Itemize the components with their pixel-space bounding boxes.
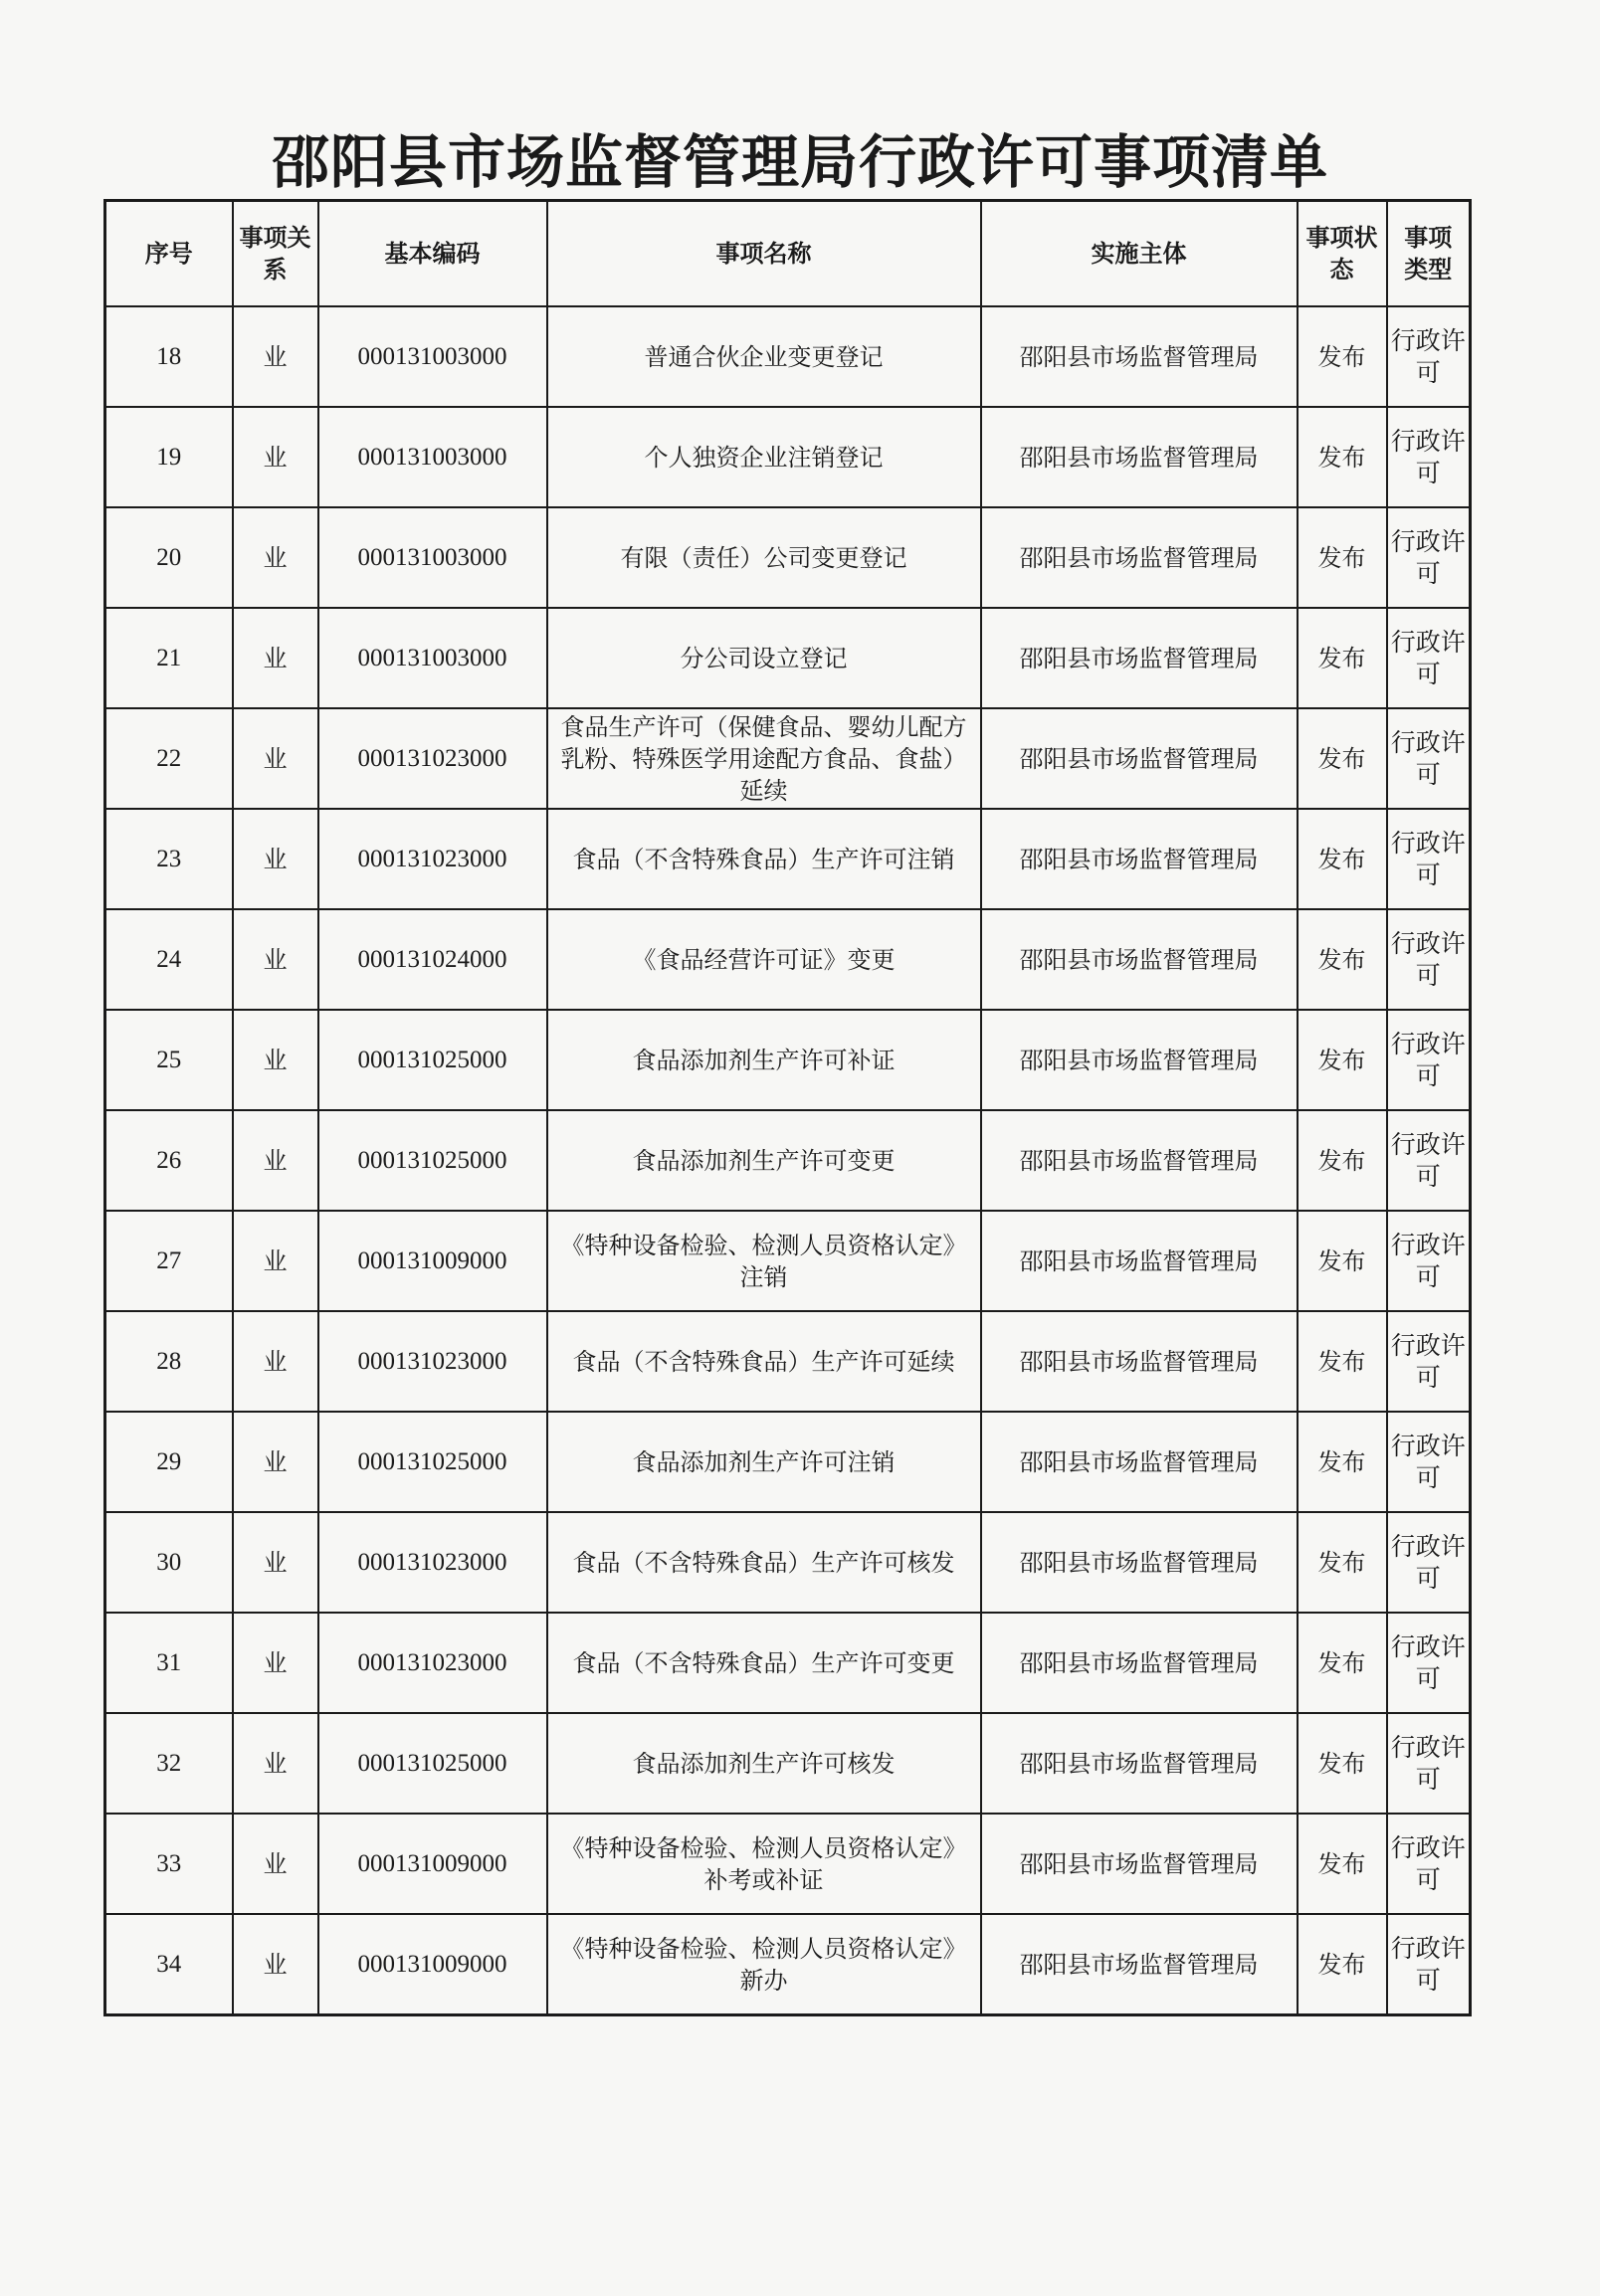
cell-code: 000131023000 bbox=[318, 1613, 547, 1713]
cell-relation: 业 bbox=[233, 1010, 318, 1110]
cell-type: 行政许可 bbox=[1387, 1412, 1471, 1512]
header-subject: 实施主体 bbox=[981, 201, 1298, 307]
cell-name: 食品添加剂生产许可变更 bbox=[547, 1110, 981, 1211]
cell-seq: 25 bbox=[105, 1010, 233, 1110]
cell-relation: 业 bbox=[233, 1914, 318, 2015]
cell-subject: 邵阳县市场监督管理局 bbox=[981, 1110, 1298, 1211]
cell-seq: 34 bbox=[105, 1914, 233, 2015]
cell-name: 食品添加剂生产许可注销 bbox=[547, 1412, 981, 1512]
cell-type: 行政许可 bbox=[1387, 608, 1471, 708]
cell-code: 000131023000 bbox=[318, 809, 547, 909]
cell-code: 000131023000 bbox=[318, 1512, 547, 1613]
table-row bbox=[105, 407, 1471, 507]
cell-subject: 邵阳县市场监督管理局 bbox=[981, 809, 1298, 909]
cell-name: 《特种设备检验、检测人员资格认定》补考或补证 bbox=[547, 1814, 981, 1914]
table-row bbox=[105, 507, 1471, 608]
cell-seq: 28 bbox=[105, 1311, 233, 1412]
cell-seq: 18 bbox=[105, 306, 233, 407]
cell-subject: 邵阳县市场监督管理局 bbox=[981, 708, 1298, 809]
cell-code: 000131023000 bbox=[318, 708, 547, 809]
cell-status: 发布 bbox=[1298, 1814, 1387, 1914]
cell-status: 发布 bbox=[1298, 809, 1387, 909]
cell-type: 行政许可 bbox=[1387, 306, 1471, 407]
cell-relation: 业 bbox=[233, 507, 318, 608]
cell-relation: 业 bbox=[233, 909, 318, 1010]
table-row bbox=[105, 1814, 1471, 1914]
cell-code: 000131025000 bbox=[318, 1412, 547, 1512]
cell-subject: 邵阳县市场监督管理局 bbox=[981, 507, 1298, 608]
cell-code: 000131009000 bbox=[318, 1211, 547, 1311]
table-body bbox=[105, 306, 1471, 2015]
cell-seq: 26 bbox=[105, 1110, 233, 1211]
cell-status: 发布 bbox=[1298, 1512, 1387, 1613]
cell-name: 食品添加剂生产许可补证 bbox=[547, 1010, 981, 1110]
cell-name: 分公司设立登记 bbox=[547, 608, 981, 708]
cell-type: 行政许可 bbox=[1387, 1512, 1471, 1613]
table-header-row bbox=[105, 201, 1471, 307]
cell-name: 食品（不含特殊食品）生产许可变更 bbox=[547, 1613, 981, 1713]
cell-status: 发布 bbox=[1298, 1713, 1387, 1814]
cell-subject: 邵阳县市场监督管理局 bbox=[981, 1512, 1298, 1613]
cell-code: 000131023000 bbox=[318, 1311, 547, 1412]
cell-status: 发布 bbox=[1298, 909, 1387, 1010]
cell-status: 发布 bbox=[1298, 608, 1387, 708]
cell-name: 个人独资企业注销登记 bbox=[547, 407, 981, 507]
cell-status: 发布 bbox=[1298, 1311, 1387, 1412]
cell-code: 000131025000 bbox=[318, 1010, 547, 1110]
table-row bbox=[105, 1713, 1471, 1814]
cell-relation: 业 bbox=[233, 708, 318, 809]
table-row bbox=[105, 1914, 1471, 2015]
table-row bbox=[105, 1211, 1471, 1311]
cell-name: 食品生产许可（保健食品、婴幼儿配方乳粉、特殊医学用途配方食品、食盐）延续 bbox=[547, 708, 981, 809]
cell-type: 行政许可 bbox=[1387, 1110, 1471, 1211]
cell-code: 000131024000 bbox=[318, 909, 547, 1010]
cell-status: 发布 bbox=[1298, 1412, 1387, 1512]
cell-relation: 业 bbox=[233, 1110, 318, 1211]
cell-status: 发布 bbox=[1298, 1211, 1387, 1311]
cell-type: 行政许可 bbox=[1387, 1211, 1471, 1311]
cell-type: 行政许可 bbox=[1387, 1311, 1471, 1412]
cell-subject: 邵阳县市场监督管理局 bbox=[981, 1412, 1298, 1512]
cell-name: 《食品经营许可证》变更 bbox=[547, 909, 981, 1010]
table-row bbox=[105, 1110, 1471, 1211]
cell-name: 《特种设备检验、检测人员资格认定》注销 bbox=[547, 1211, 981, 1311]
cell-name: 食品（不含特殊食品）生产许可注销 bbox=[547, 809, 981, 909]
cell-subject: 邵阳县市场监督管理局 bbox=[981, 407, 1298, 507]
cell-name: 有限（责任）公司变更登记 bbox=[547, 507, 981, 608]
cell-seq: 20 bbox=[105, 507, 233, 608]
header-status: 事项状态 bbox=[1298, 201, 1387, 307]
table-row bbox=[105, 1412, 1471, 1512]
header-name: 事项名称 bbox=[547, 201, 981, 307]
cell-seq: 21 bbox=[105, 608, 233, 708]
cell-name: 普通合伙企业变更登记 bbox=[547, 306, 981, 407]
cell-subject: 邵阳县市场监督管理局 bbox=[981, 1311, 1298, 1412]
cell-relation: 业 bbox=[233, 407, 318, 507]
cell-type: 行政许可 bbox=[1387, 1814, 1471, 1914]
cell-name: 食品（不含特殊食品）生产许可核发 bbox=[547, 1512, 981, 1613]
cell-subject: 邵阳县市场监督管理局 bbox=[981, 1613, 1298, 1713]
cell-subject: 邵阳县市场监督管理局 bbox=[981, 306, 1298, 407]
cell-status: 发布 bbox=[1298, 1613, 1387, 1713]
cell-seq: 19 bbox=[105, 407, 233, 507]
table-row bbox=[105, 708, 1471, 809]
cell-seq: 22 bbox=[105, 708, 233, 809]
cell-seq: 31 bbox=[105, 1613, 233, 1713]
cell-subject: 邵阳县市场监督管理局 bbox=[981, 1211, 1298, 1311]
cell-type: 行政许可 bbox=[1387, 1713, 1471, 1814]
cell-status: 发布 bbox=[1298, 1010, 1387, 1110]
cell-name: 食品（不含特殊食品）生产许可延续 bbox=[547, 1311, 981, 1412]
cell-seq: 24 bbox=[105, 909, 233, 1010]
table-row bbox=[105, 1010, 1471, 1110]
cell-subject: 邵阳县市场监督管理局 bbox=[981, 608, 1298, 708]
cell-relation: 业 bbox=[233, 1211, 318, 1311]
cell-name: 《特种设备检验、检测人员资格认定》新办 bbox=[547, 1914, 981, 2015]
cell-seq: 29 bbox=[105, 1412, 233, 1512]
cell-relation: 业 bbox=[233, 1311, 318, 1412]
cell-code: 000131003000 bbox=[318, 608, 547, 708]
cell-type: 行政许可 bbox=[1387, 1613, 1471, 1713]
cell-relation: 业 bbox=[233, 1613, 318, 1713]
cell-seq: 30 bbox=[105, 1512, 233, 1613]
cell-type: 行政许可 bbox=[1387, 407, 1471, 507]
cell-relation: 业 bbox=[233, 306, 318, 407]
cell-type: 行政许可 bbox=[1387, 809, 1471, 909]
permit-list-table bbox=[103, 199, 1472, 2016]
cell-relation: 业 bbox=[233, 1713, 318, 1814]
cell-relation: 业 bbox=[233, 1412, 318, 1512]
cell-status: 发布 bbox=[1298, 407, 1387, 507]
cell-subject: 邵阳县市场监督管理局 bbox=[981, 1010, 1298, 1110]
table-row bbox=[105, 1311, 1471, 1412]
cell-relation: 业 bbox=[233, 1512, 318, 1613]
cell-type: 行政许可 bbox=[1387, 708, 1471, 809]
table-row bbox=[105, 608, 1471, 708]
cell-type: 行政许可 bbox=[1387, 507, 1471, 608]
cell-type: 行政许可 bbox=[1387, 909, 1471, 1010]
cell-code: 000131025000 bbox=[318, 1713, 547, 1814]
cell-name: 食品添加剂生产许可核发 bbox=[547, 1713, 981, 1814]
cell-code: 000131025000 bbox=[318, 1110, 547, 1211]
cell-code: 000131009000 bbox=[318, 1814, 547, 1914]
cell-seq: 32 bbox=[105, 1713, 233, 1814]
cell-code: 000131003000 bbox=[318, 507, 547, 608]
cell-code: 000131009000 bbox=[318, 1914, 547, 2015]
cell-code: 000131003000 bbox=[318, 407, 547, 507]
cell-subject: 邵阳县市场监督管理局 bbox=[981, 1914, 1298, 2015]
cell-seq: 33 bbox=[105, 1814, 233, 1914]
cell-relation: 业 bbox=[233, 1814, 318, 1914]
header-type: 事项类型 bbox=[1387, 201, 1471, 307]
cell-subject: 邵阳县市场监督管理局 bbox=[981, 909, 1298, 1010]
cell-subject: 邵阳县市场监督管理局 bbox=[981, 1814, 1298, 1914]
header-code: 基本编码 bbox=[318, 201, 547, 307]
table-row bbox=[105, 909, 1471, 1010]
cell-seq: 23 bbox=[105, 809, 233, 909]
cell-relation: 业 bbox=[233, 809, 318, 909]
cell-type: 行政许可 bbox=[1387, 1914, 1471, 2015]
cell-code: 000131003000 bbox=[318, 306, 547, 407]
cell-status: 发布 bbox=[1298, 708, 1387, 809]
cell-status: 发布 bbox=[1298, 1914, 1387, 2015]
page-title: 邵阳县市场监督管理局行政许可事项清单 bbox=[271, 128, 1328, 196]
cell-status: 发布 bbox=[1298, 507, 1387, 608]
cell-status: 发布 bbox=[1298, 306, 1387, 407]
header-relation: 事项关系 bbox=[233, 201, 318, 307]
table-row bbox=[105, 306, 1471, 407]
table-row bbox=[105, 809, 1471, 909]
cell-relation: 业 bbox=[233, 608, 318, 708]
table-row bbox=[105, 1512, 1471, 1613]
table-row bbox=[105, 1613, 1471, 1713]
cell-subject: 邵阳县市场监督管理局 bbox=[981, 1713, 1298, 1814]
cell-seq: 27 bbox=[105, 1211, 233, 1311]
cell-status: 发布 bbox=[1298, 1110, 1387, 1211]
cell-type: 行政许可 bbox=[1387, 1010, 1471, 1110]
header-seq: 序号 bbox=[105, 201, 233, 307]
